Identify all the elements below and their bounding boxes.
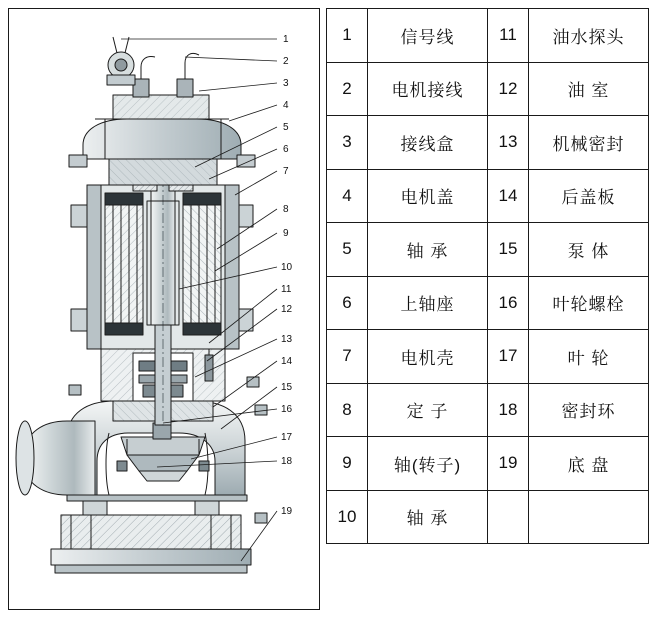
table-row xyxy=(327,383,649,437)
table-row xyxy=(327,9,649,63)
legend-label: 泵 体 xyxy=(529,223,649,277)
svg-text:19: 19 xyxy=(281,506,293,517)
svg-text:14: 14 xyxy=(281,356,293,367)
svg-text:17: 17 xyxy=(281,432,293,443)
legend-number: 2 xyxy=(327,62,368,116)
legend-number: 7 xyxy=(327,330,368,384)
legend-number: 10 xyxy=(327,490,368,544)
legend-number: 8 xyxy=(327,383,368,437)
legend-label: 油水探头 xyxy=(529,9,649,63)
svg-text:8: 8 xyxy=(283,204,289,215)
legend-label: 上轴座 xyxy=(368,276,488,330)
svg-text:12: 12 xyxy=(281,304,293,315)
legend-label: 叶 轮 xyxy=(529,330,649,384)
legend-label: 叶轮螺栓 xyxy=(529,276,649,330)
legend-number: 14 xyxy=(488,169,529,223)
legend-label-empty xyxy=(529,490,649,544)
svg-text:5: 5 xyxy=(283,122,289,133)
legend-label: 后盖板 xyxy=(529,169,649,223)
pump-cutaway-diagram xyxy=(8,8,320,610)
legend-label: 电机接线 xyxy=(368,62,488,116)
legend-number: 3 xyxy=(327,116,368,170)
pump-cutaway-svg xyxy=(9,9,317,607)
svg-text:16: 16 xyxy=(281,404,293,415)
svg-text:4: 4 xyxy=(283,100,289,111)
legend-label: 定 子 xyxy=(368,383,488,437)
table-row xyxy=(327,437,649,491)
legend-label: 接线盒 xyxy=(368,116,488,170)
legend-label: 油 室 xyxy=(529,62,649,116)
terminal-box xyxy=(107,37,209,119)
legend-number: 5 xyxy=(327,223,368,277)
legend-number: 1 xyxy=(327,9,368,63)
legend-number: 12 xyxy=(488,62,529,116)
legend-label: 轴(转子) xyxy=(368,437,488,491)
parts-legend-body xyxy=(327,9,649,544)
table-row xyxy=(327,169,649,223)
legend-label: 轴 承 xyxy=(368,490,488,544)
legend-label: 机械密封 xyxy=(529,116,649,170)
table-row xyxy=(327,223,649,277)
legend-number: 9 xyxy=(327,437,368,491)
legend-label: 信号线 xyxy=(368,9,488,63)
legend-label: 底 盘 xyxy=(529,437,649,491)
legend-label: 电机壳 xyxy=(368,330,488,384)
svg-text:2: 2 xyxy=(283,56,289,67)
table-row xyxy=(327,330,649,384)
legend-number: 17 xyxy=(488,330,529,384)
legend-label: 密封环 xyxy=(529,383,649,437)
svg-text:11: 11 xyxy=(281,284,292,295)
table-row xyxy=(327,116,649,170)
legend-number: 18 xyxy=(488,383,529,437)
svg-text:3: 3 xyxy=(283,78,289,89)
legend-number: 16 xyxy=(488,276,529,330)
svg-text:15: 15 xyxy=(281,382,293,393)
legend-number: 15 xyxy=(488,223,529,277)
parts-legend-table xyxy=(326,8,649,544)
svg-text:1: 1 xyxy=(283,34,289,45)
legend-number: 13 xyxy=(488,116,529,170)
legend-number: 11 xyxy=(488,9,529,63)
legend-number-empty xyxy=(488,490,529,544)
legend-number: 19 xyxy=(488,437,529,491)
table-row xyxy=(327,490,649,544)
table-row xyxy=(327,62,649,116)
table-row xyxy=(327,276,649,330)
svg-text:18: 18 xyxy=(281,456,293,467)
legend-number: 6 xyxy=(327,276,368,330)
svg-text:6: 6 xyxy=(283,144,289,155)
legend-number: 4 xyxy=(327,169,368,223)
legend-label: 电机盖 xyxy=(368,169,488,223)
legend-label: 轴 承 xyxy=(368,223,488,277)
svg-text:10: 10 xyxy=(281,262,293,273)
svg-text:9: 9 xyxy=(283,228,289,239)
callout-numbers xyxy=(281,34,293,517)
svg-text:7: 7 xyxy=(283,166,289,177)
svg-text:13: 13 xyxy=(281,334,293,345)
base-plate xyxy=(51,501,251,573)
